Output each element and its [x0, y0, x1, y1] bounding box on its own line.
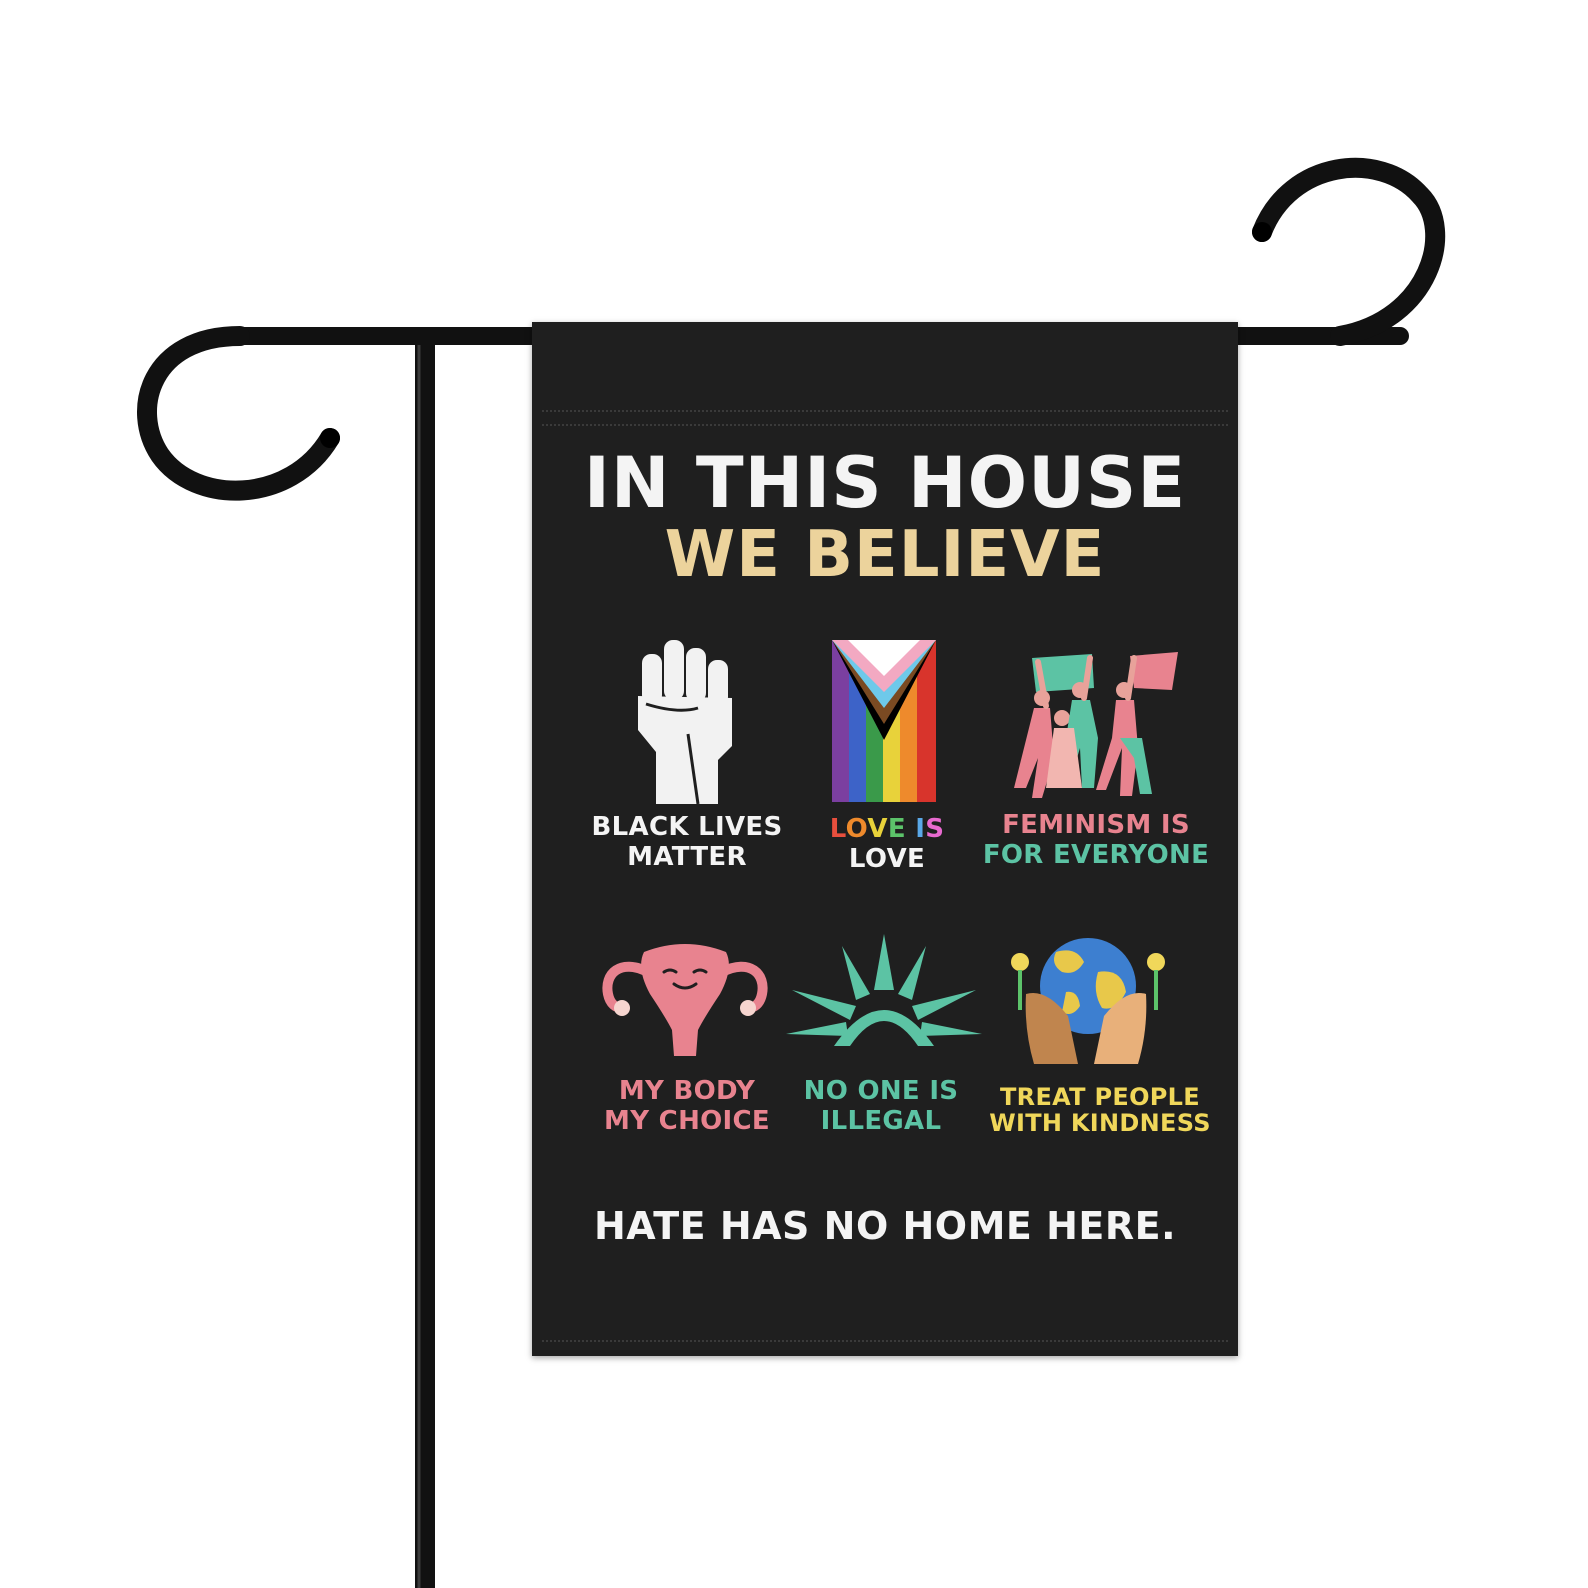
caption-my-body-my-choice: [572, 1076, 802, 1136]
uterus-icon: [600, 938, 770, 1060]
women-marching-icon: [1002, 638, 1182, 798]
caption-line: LOVE: [848, 844, 926, 874]
caption-line: ILLEGAL: [820, 1106, 942, 1136]
caption-line: MATTER: [627, 842, 747, 872]
caption-line: TREAT PEOPLE: [1000, 1083, 1200, 1111]
liberty-crown-icon: [786, 934, 982, 1046]
caption-line: WITH KINDNESS: [989, 1109, 1211, 1137]
hands-holding-earth-icon: [1006, 932, 1166, 1064]
title-line-1: IN THIS HOUSE: [583, 442, 1187, 524]
caption-line: MY BODY: [618, 1076, 756, 1106]
caption-line: FEMINISM IS: [1002, 810, 1190, 840]
caption-line: NO ONE IS: [803, 1076, 959, 1106]
garden-flag: [532, 322, 1238, 1356]
caption-black-lives-matter: [572, 812, 802, 872]
footer-slogan: HATE HAS NO HOME HERE.: [593, 1204, 1177, 1248]
title-line-2: WE BELIEVE: [664, 518, 1106, 592]
caption-feminism: [968, 810, 1224, 870]
caption-love-is-love: [792, 814, 982, 874]
caption-no-one-is-illegal: [772, 1076, 990, 1136]
raised-fist-icon: [628, 634, 748, 804]
bottom-seam: [542, 1340, 1228, 1342]
top-seam-2: [542, 424, 1228, 426]
caption-line: MY CHOICE: [604, 1106, 770, 1136]
caption-treat-people-with-kindness: [972, 1084, 1228, 1136]
caption-line-rainbow: LOVE IS: [829, 814, 945, 844]
progress-pride-flag-icon: [832, 640, 936, 802]
caption-line: BLACK LIVES: [591, 812, 783, 842]
top-seam: [542, 410, 1228, 412]
caption-line: FOR EVERYONE: [982, 840, 1210, 870]
